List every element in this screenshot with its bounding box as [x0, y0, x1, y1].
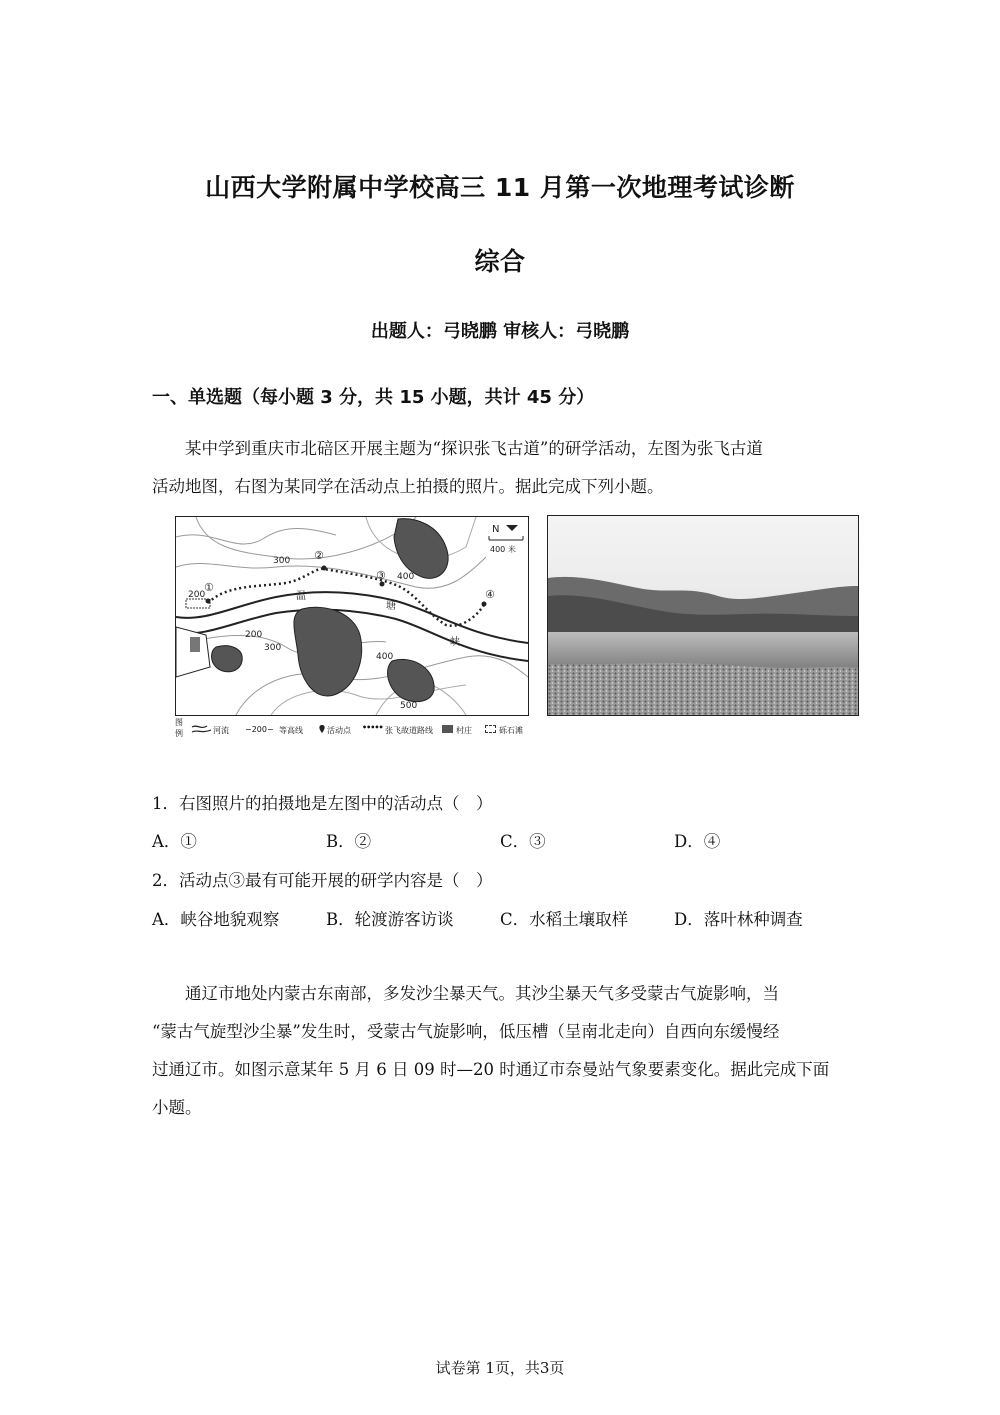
activity-point-label: ③ — [376, 569, 386, 582]
legend-trail: 张飞故道路线 — [385, 726, 433, 735]
contour-label: 300 — [273, 556, 291, 566]
village-legend-icon — [442, 725, 453, 733]
contour-label: 500 — [400, 701, 418, 711]
passage-2-line3: 过通辽市。如图示意某年 5 月 6 日 09 时—20 时通辽市奈曼站气象要素变化。据此完成下面 — [152, 1060, 830, 1079]
river-legend-icon — [191, 724, 213, 734]
q2-option-b[interactable]: B．轮渡游客访谈 — [326, 910, 454, 929]
passage-1-line1: 某中学到重庆市北碚区开展主题为“探识张飞古道”的研学活动，左图为张飞古道 — [185, 439, 763, 458]
passage-2-line4: 小题。 — [152, 1098, 202, 1117]
passage-1-line2: 活动地图，右图为某同学在活动点上拍摄的照片。据此完成下列小题。 — [152, 477, 664, 496]
q2-option-d[interactable]: D．落叶林种调查 — [674, 910, 803, 929]
contour-label: 200 — [245, 630, 263, 640]
passage-2-line2: “蒙古气旋型沙尘暴”发生时，受蒙古气旋影响，低压槽（呈南北走向）自西向东缓慢经 — [152, 1022, 780, 1041]
legend-contour-sample: −200− — [245, 725, 274, 734]
legend-gravel: 砾石滩 — [499, 726, 523, 735]
contour-label: 400 — [376, 652, 394, 662]
river-name-char: 峡 — [450, 637, 460, 648]
authors-line: 出题人：弓晓鹏 审核人：弓晓鹏 — [370, 321, 630, 342]
q1-option-b[interactable]: B．② — [326, 832, 372, 851]
activity-point-label: ④ — [485, 588, 495, 601]
question-1-stem: 1．右图照片的拍摄地是左图中的活动点（ ） — [152, 794, 493, 813]
q1-option-a[interactable]: A．① — [152, 832, 197, 851]
doc-title-line1: 山西大学附属中学校高三 11 月第一次地理考试诊断 — [205, 173, 795, 202]
passage-2-line1: 通辽市地处内蒙古东南部，多发沙尘暴天气。其沙尘暴天气多受蒙古气旋影响，当 — [185, 984, 779, 1003]
river-name-char: 温 — [296, 591, 306, 602]
activity-point-label: ① — [204, 581, 214, 594]
legend-river: 河流 — [213, 726, 229, 735]
gravel-legend-icon — [485, 725, 496, 733]
passage-1 — [152, 430, 852, 506]
q1-option-c[interactable]: C．③ — [500, 832, 546, 851]
q1-option-d[interactable]: D．④ — [674, 832, 721, 851]
section-heading: 一、单选题（每小题 3 分，共 15 小题，共计 45 分） — [152, 387, 595, 408]
page-footer: 试卷第 1页，共3页 — [435, 1359, 565, 1377]
trail-map-svg — [176, 517, 528, 715]
river-photo — [547, 515, 859, 716]
contour-label: 200 — [188, 590, 206, 600]
q2-option-a[interactable]: A．峡谷地貌观察 — [152, 910, 280, 929]
contour-label: 400 — [397, 572, 415, 582]
legend-village: 村庄 — [456, 726, 472, 735]
legend-title-top: 图 — [175, 718, 183, 727]
passage-2 — [152, 975, 852, 1127]
trail-legend-icon: ••••• — [362, 723, 383, 732]
legend-contour: 等高线 — [279, 726, 303, 735]
legend-activity-point: 活动点 — [327, 726, 351, 735]
question-2-stem: 2．活动点③最有可能开展的研学内容是（ ） — [152, 871, 493, 890]
contour-label: 300 — [264, 643, 282, 653]
scale-label: 400 米 — [490, 545, 516, 554]
map-legend — [175, 716, 531, 746]
doc-title-line2: 综合 — [474, 247, 526, 276]
activity-point-label: ② — [314, 549, 324, 562]
activity-point-legend-icon — [318, 724, 326, 734]
trail-map — [175, 516, 529, 716]
legend-title-bottom: 例 — [175, 729, 183, 738]
river-name-char: 塘 — [386, 601, 396, 612]
q2-option-c[interactable]: C．水稻土壤取样 — [500, 910, 629, 929]
north-label: N — [492, 524, 500, 535]
